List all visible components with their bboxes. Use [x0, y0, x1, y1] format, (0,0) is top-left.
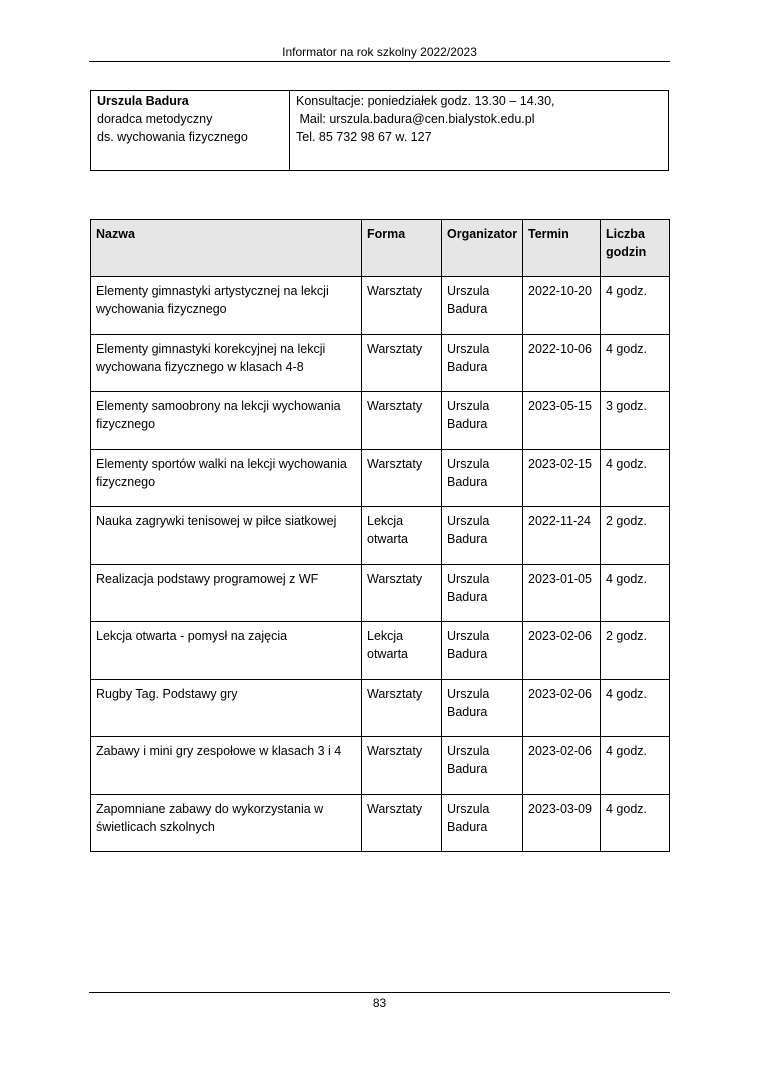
advisor-contact-details — [290, 91, 668, 170]
course-form: Warsztaty — [362, 277, 442, 335]
course-form: Warsztaty — [362, 564, 442, 622]
course-organizer: Urszula Badura — [442, 449, 523, 507]
course-organizer: Urszula Badura — [442, 564, 523, 622]
course-name: Zapomniane zabawy do wykorzystania w świetlicach szkolnych — [91, 794, 362, 852]
course-term: 2022-11-24 — [523, 507, 601, 565]
course-term: 2023-05-15 — [523, 392, 601, 450]
course-term: 2023-02-06 — [523, 679, 601, 737]
table-row — [91, 794, 670, 852]
course-term: 2023-02-06 — [523, 737, 601, 795]
course-hours: 4 godz. — [601, 449, 670, 507]
column-header-hours: Liczba godzin — [601, 220, 670, 277]
page-header: Informator na rok szkolny 2022/2023 — [282, 45, 477, 59]
consultation-hours: Konsultacje: poniedziałek godz. 13.30 – 14.30, — [296, 94, 555, 108]
courses-table — [90, 219, 670, 852]
course-name: Elementy samoobrony na lekcji wychowania fizycznego — [91, 392, 362, 450]
course-organizer: Urszula Badura — [442, 277, 523, 335]
course-form: Warsztaty — [362, 449, 442, 507]
course-organizer: Urszula Badura — [442, 622, 523, 680]
advisor-phone: Tel. 85 732 98 67 w. 127 — [296, 130, 432, 144]
course-hours: 2 godz. — [601, 622, 670, 680]
course-term: 2023-02-15 — [523, 449, 601, 507]
course-hours: 2 godz. — [601, 507, 670, 565]
course-organizer: Urszula Badura — [442, 737, 523, 795]
table-row — [91, 277, 670, 335]
course-term: 2023-02-06 — [523, 622, 601, 680]
course-organizer: Urszula Badura — [442, 507, 523, 565]
course-name: Elementy gimnastyki artystycznej na lekcji wychowania fizycznego — [91, 277, 362, 335]
course-name: Zabawy i mini gry zespołowe w klasach 3 i 4 — [91, 737, 362, 795]
table-row — [91, 507, 670, 565]
table-header-row — [91, 220, 670, 277]
column-header-term: Termin — [523, 220, 601, 277]
table-row — [91, 449, 670, 507]
column-header-organizer: Organizator — [442, 220, 523, 277]
course-form: Warsztaty — [362, 794, 442, 852]
column-header-forma: Forma — [362, 220, 442, 277]
course-organizer: Urszula Badura — [442, 392, 523, 450]
advisor-role: doradca metodyczny — [97, 112, 213, 126]
course-organizer: Urszula Badura — [442, 679, 523, 737]
course-hours: 4 godz. — [601, 737, 670, 795]
course-form: Warsztaty — [362, 737, 442, 795]
course-hours: 4 godz. — [601, 334, 670, 392]
table-row — [91, 564, 670, 622]
advisor-specialty: ds. wychowania fizycznego — [97, 130, 248, 144]
advisor-email: Mail: urszula.badura@cen.bialystok.edu.pl — [296, 112, 535, 126]
advisor-name: Urszula Badura — [97, 94, 189, 108]
advisor-info — [91, 91, 290, 170]
course-name: Lekcja otwarta - pomysł na zajęcia — [91, 622, 362, 680]
header-divider — [89, 61, 670, 62]
course-form: Warsztaty — [362, 679, 442, 737]
course-hours: 4 godz. — [601, 679, 670, 737]
course-organizer: Urszula Badura — [442, 794, 523, 852]
course-term: 2023-01-05 — [523, 564, 601, 622]
table-row — [91, 679, 670, 737]
course-name: Realizacja podstawy programowej z WF — [91, 564, 362, 622]
course-form: Lekcja otwarta — [362, 622, 442, 680]
course-form: Warsztaty — [362, 334, 442, 392]
course-form: Warsztaty — [362, 392, 442, 450]
column-header-name: Nazwa — [91, 220, 362, 277]
table-row — [91, 622, 670, 680]
course-name: Nauka zagrywki tenisowej w piłce siatkowej — [91, 507, 362, 565]
table-row — [91, 392, 670, 450]
course-term: 2022-10-06 — [523, 334, 601, 392]
course-name: Rugby Tag. Podstawy gry — [91, 679, 362, 737]
advisor-contact-box — [90, 90, 669, 171]
course-term: 2023-03-09 — [523, 794, 601, 852]
course-form: Lekcja otwarta — [362, 507, 442, 565]
course-hours: 4 godz. — [601, 794, 670, 852]
page-number: 83 — [372, 996, 387, 1010]
course-name: Elementy sportów walki na lekcji wychowania fizycznego — [91, 449, 362, 507]
course-term: 2022-10-20 — [523, 277, 601, 335]
footer-divider — [89, 992, 670, 993]
table-row — [91, 737, 670, 795]
course-hours: 4 godz. — [601, 564, 670, 622]
course-organizer: Urszula Badura — [442, 334, 523, 392]
course-hours: 4 godz. — [601, 277, 670, 335]
table-row — [91, 334, 670, 392]
course-hours: 3 godz. — [601, 392, 670, 450]
course-name: Elementy gimnastyki korekcyjnej na lekcji wychowana fizycznego w klasach 4-8 — [91, 334, 362, 392]
